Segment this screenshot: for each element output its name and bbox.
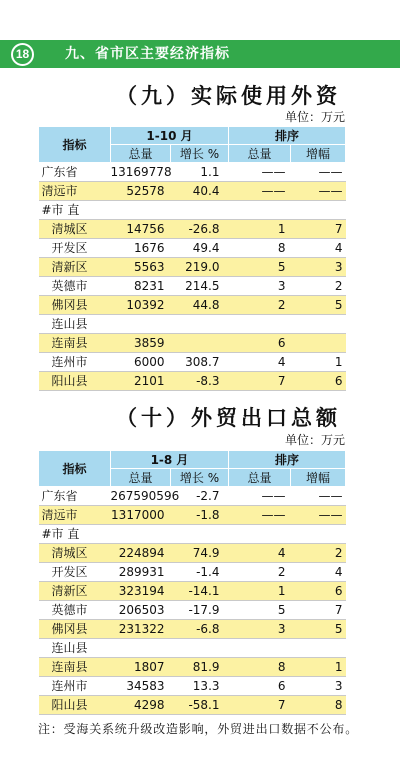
cell-total: 1317000 <box>111 506 171 525</box>
table-row <box>39 544 346 563</box>
table-header <box>39 451 346 487</box>
cell-rank-growth <box>291 201 346 220</box>
cell-total: 206503 <box>111 601 171 620</box>
cell-total: 1807 <box>111 658 171 677</box>
cell-growth: 13.3 <box>171 677 229 696</box>
header-growth: 增长 % <box>171 145 229 163</box>
cell-rank-growth <box>291 639 346 658</box>
cell-rank-growth: —— <box>291 487 346 506</box>
export-total-table <box>38 450 346 715</box>
cell-name: 开发区 <box>39 239 111 258</box>
cell-rank-total: 8 <box>229 239 291 258</box>
cell-name: 广东省 <box>39 163 111 182</box>
header-rank: 排序 <box>229 127 346 145</box>
cell-rank-total: —— <box>229 487 291 506</box>
cell-name: 清新区 <box>39 582 111 601</box>
cell-growth: -6.8 <box>171 620 229 639</box>
cell-rank-total: 2 <box>229 296 291 315</box>
cell-rank-growth: 4 <box>291 239 346 258</box>
cell-rank-total: 8 <box>229 658 291 677</box>
cell-total: 3859 <box>111 334 171 353</box>
table-row <box>39 582 346 601</box>
cell-name: 佛冈县 <box>39 296 111 315</box>
header-rank-growth: 增幅 <box>291 145 346 163</box>
cell-rank-total <box>229 315 291 334</box>
cell-rank-total: 3 <box>229 277 291 296</box>
cell-rank-growth: 2 <box>291 277 346 296</box>
cell-name: 连山县 <box>39 315 111 334</box>
table-row <box>39 163 346 182</box>
cell-growth <box>171 525 229 544</box>
cell-growth <box>171 315 229 334</box>
cell-rank-total: 7 <box>229 696 291 715</box>
cell-name: 清城区 <box>39 220 111 239</box>
cell-name: 广东省 <box>39 487 111 506</box>
cell-total: 52578 <box>111 182 171 201</box>
cell-rank-total: 5 <box>229 601 291 620</box>
cell-rank-growth <box>291 334 346 353</box>
cell-growth: -26.8 <box>171 220 229 239</box>
cell-growth <box>171 334 229 353</box>
cell-rank-growth: —— <box>291 182 346 201</box>
unit-label: 单位：万元 <box>284 110 345 124</box>
table-row <box>39 182 346 201</box>
cell-total: 1676 <box>111 239 171 258</box>
cell-growth: 219.0 <box>171 258 229 277</box>
cell-rank-total: 6 <box>229 677 291 696</box>
cell-name: 连南县 <box>39 658 111 677</box>
table-row <box>39 506 346 525</box>
cell-growth: 81.9 <box>171 658 229 677</box>
cell-total: 6000 <box>111 353 171 372</box>
header-growth: 增长 % <box>171 469 229 487</box>
cell-total: 267590596 <box>111 487 171 506</box>
cell-name: 连山县 <box>39 639 111 658</box>
cell-growth: -58.1 <box>171 696 229 715</box>
cell-growth: -8.3 <box>171 372 229 391</box>
table-row <box>39 353 346 372</box>
cell-name: 英德市 <box>39 277 111 296</box>
cell-total: 13169778 <box>111 163 171 182</box>
cell-rank-total <box>229 201 291 220</box>
cell-rank-total <box>229 639 291 658</box>
cell-total: 2101 <box>111 372 171 391</box>
cell-growth: -2.7 <box>171 487 229 506</box>
cell-total <box>111 525 171 544</box>
cell-total: 224894 <box>111 544 171 563</box>
cell-rank-growth: 1 <box>291 658 346 677</box>
cell-rank-total: 4 <box>229 353 291 372</box>
cell-rank-growth: 3 <box>291 677 346 696</box>
cell-growth: 44.8 <box>171 296 229 315</box>
table-row <box>39 315 346 334</box>
cell-total: 8231 <box>111 277 171 296</box>
cell-rank-total: —— <box>229 506 291 525</box>
cell-rank-growth: 5 <box>291 620 346 639</box>
cell-name: 清城区 <box>39 544 111 563</box>
table-body <box>39 487 346 715</box>
cell-rank-total: 1 <box>229 582 291 601</box>
table-header <box>39 127 346 163</box>
cell-total: 14756 <box>111 220 171 239</box>
cell-rank-total: 7 <box>229 372 291 391</box>
cell-name: 连州市 <box>39 353 111 372</box>
cell-name: 连南县 <box>39 334 111 353</box>
table-row <box>39 277 346 296</box>
cell-growth: -17.9 <box>171 601 229 620</box>
cell-rank-growth: 6 <box>291 582 346 601</box>
section-header-band <box>0 40 400 68</box>
header-period: 1-8 月 <box>111 451 229 469</box>
cell-growth: 40.4 <box>171 182 229 201</box>
cell-growth: 49.4 <box>171 239 229 258</box>
header-rank: 排序 <box>229 451 346 469</box>
cell-name: 清新区 <box>39 258 111 277</box>
cell-growth: -1.8 <box>171 506 229 525</box>
table-row <box>39 525 346 544</box>
cell-rank-total: —— <box>229 182 291 201</box>
cell-rank-growth: 6 <box>291 372 346 391</box>
section-title: 九、省市区主要经济指标 <box>65 46 230 62</box>
cell-growth: 214.5 <box>171 277 229 296</box>
cell-rank-total: 5 <box>229 258 291 277</box>
cell-total <box>111 201 171 220</box>
cell-rank-growth: 8 <box>291 696 346 715</box>
cell-rank-total: 4 <box>229 544 291 563</box>
table-row <box>39 677 346 696</box>
cell-rank-growth <box>291 315 346 334</box>
header-rank-total: 总量 <box>229 469 291 487</box>
table-body <box>39 163 346 391</box>
header-rank-growth: 增幅 <box>291 469 346 487</box>
cell-rank-growth: 1 <box>291 353 346 372</box>
cell-name: #市 直 <box>39 201 111 220</box>
cell-name: 阳山县 <box>39 696 111 715</box>
header-total: 总量 <box>111 469 171 487</box>
cell-name: 英德市 <box>39 601 111 620</box>
cell-name: 连州市 <box>39 677 111 696</box>
table-row <box>39 258 346 277</box>
header-indicator: 指标 <box>39 451 111 487</box>
cell-total <box>111 315 171 334</box>
cell-growth <box>171 201 229 220</box>
cell-name: 清远市 <box>39 182 111 201</box>
cell-name: 阳山县 <box>39 372 111 391</box>
cell-rank-growth: 3 <box>291 258 346 277</box>
cell-rank-growth: —— <box>291 506 346 525</box>
table-row <box>39 220 346 239</box>
table-row <box>39 239 346 258</box>
cell-growth: -1.4 <box>171 563 229 582</box>
cell-rank-growth: 4 <box>291 563 346 582</box>
cell-name: #市 直 <box>39 525 111 544</box>
table-row <box>39 334 346 353</box>
cell-growth: 1.1 <box>171 163 229 182</box>
cell-total <box>111 639 171 658</box>
table-row <box>39 487 346 506</box>
cell-total: 4298 <box>111 696 171 715</box>
footnote: 注：受海关系统升级改造影响，外贸进出口数据不公布。 <box>38 722 359 736</box>
table-title-export-total: （十）外贸出口总额 <box>116 406 341 430</box>
unit-label: 单位：万元 <box>284 433 345 447</box>
table-row <box>39 696 346 715</box>
cell-name: 清远市 <box>39 506 111 525</box>
cell-rank-total: 3 <box>229 620 291 639</box>
cell-rank-growth: 7 <box>291 220 346 239</box>
cell-total: 231322 <box>111 620 171 639</box>
section-number-badge: 18 <box>11 43 34 66</box>
foreign-investment-table <box>38 126 346 391</box>
table-title-foreign-investment: （九）实际使用外资 <box>116 84 341 108</box>
cell-name: 佛冈县 <box>39 620 111 639</box>
cell-growth: -14.1 <box>171 582 229 601</box>
cell-rank-growth: 2 <box>291 544 346 563</box>
cell-rank-total: 1 <box>229 220 291 239</box>
cell-rank-growth: 7 <box>291 601 346 620</box>
cell-rank-total <box>229 525 291 544</box>
cell-rank-growth: —— <box>291 163 346 182</box>
header-total: 总量 <box>111 145 171 163</box>
cell-total: 5563 <box>111 258 171 277</box>
table-row <box>39 601 346 620</box>
cell-total: 289931 <box>111 563 171 582</box>
header-period: 1-10 月 <box>111 127 229 145</box>
cell-growth: 74.9 <box>171 544 229 563</box>
cell-name: 开发区 <box>39 563 111 582</box>
cell-total: 34583 <box>111 677 171 696</box>
cell-rank-growth <box>291 525 346 544</box>
table-row <box>39 201 346 220</box>
header-indicator: 指标 <box>39 127 111 163</box>
cell-total: 323194 <box>111 582 171 601</box>
table-row <box>39 372 346 391</box>
table-row <box>39 620 346 639</box>
cell-total: 10392 <box>111 296 171 315</box>
cell-rank-total: 6 <box>229 334 291 353</box>
table-row <box>39 639 346 658</box>
cell-rank-growth: 5 <box>291 296 346 315</box>
cell-growth <box>171 639 229 658</box>
header-rank-total: 总量 <box>229 145 291 163</box>
table-row <box>39 658 346 677</box>
cell-growth: 308.7 <box>171 353 229 372</box>
cell-rank-total: —— <box>229 163 291 182</box>
cell-rank-total: 2 <box>229 563 291 582</box>
table-row <box>39 296 346 315</box>
table-row <box>39 563 346 582</box>
